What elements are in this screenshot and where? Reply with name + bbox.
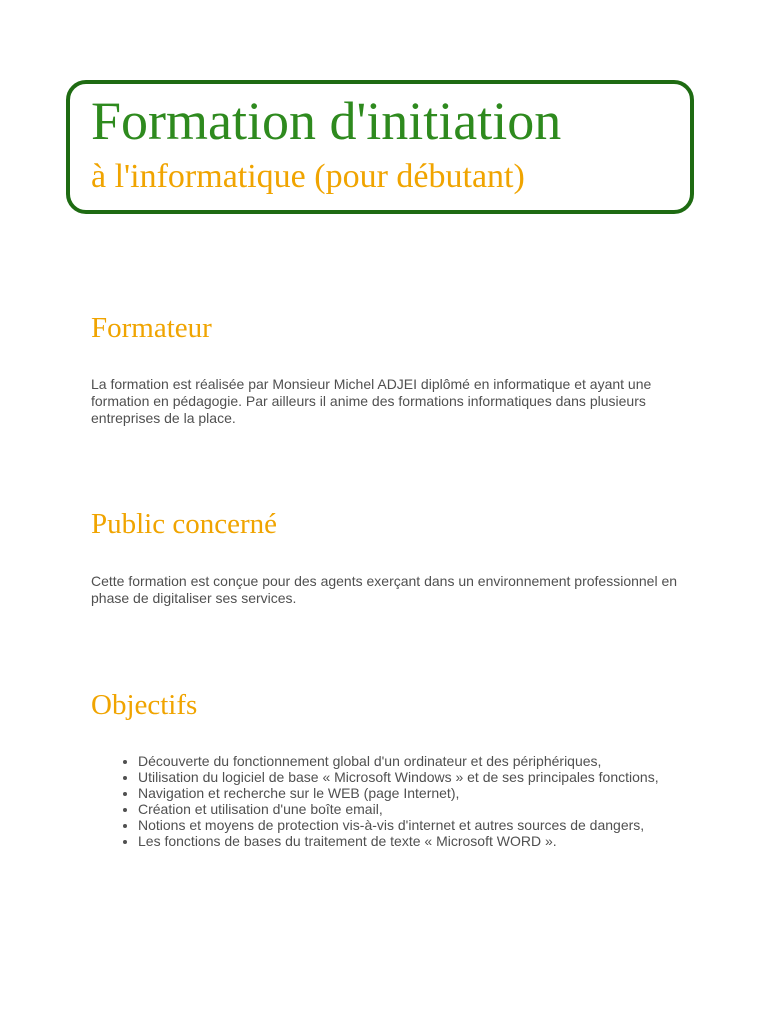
list-item: • Utilisation du logiciel de base « Microsoft Windows » et de ses principales fonctions,: [138, 769, 675, 785]
formateur-heading: Formateur: [91, 312, 212, 344]
objectifs-heading: Objectifs: [91, 689, 198, 721]
list-item: • Les fonctions de bases du traitement de texte « Microsoft WORD ».: [138, 833, 675, 849]
page-title: Formation d'initiation: [91, 91, 562, 151]
list-item: • Création et utilisation d'une boîte email,: [138, 801, 675, 817]
formateur-text: La formation est réalisée par Monsieur Michel ADJEI diplômé en informatique et ayant une formation en pédagogie. Par ailleurs il anime des formations informatiques dans plusieurs entreprises de la place.: [91, 376, 652, 426]
objectives-list: [91, 753, 675, 849]
list-item: • Découverte du fonctionnement global d'un ordinateur et des périphériques,: [138, 753, 675, 769]
list-item: • Navigation et recherche sur le WEB (page Internet),: [138, 785, 675, 801]
page-subtitle: à l'informatique (pour débutant): [91, 158, 525, 195]
list-item: • Notions et moyens de protection vis-à-vis d'internet et autres sources de dangers,: [138, 817, 675, 833]
public-heading: Public concerné: [91, 508, 278, 540]
public-text: Cette formation est conçue pour des agents exerçant dans un environnement professionnel en phase de digitaliser ses services.: [91, 573, 678, 606]
